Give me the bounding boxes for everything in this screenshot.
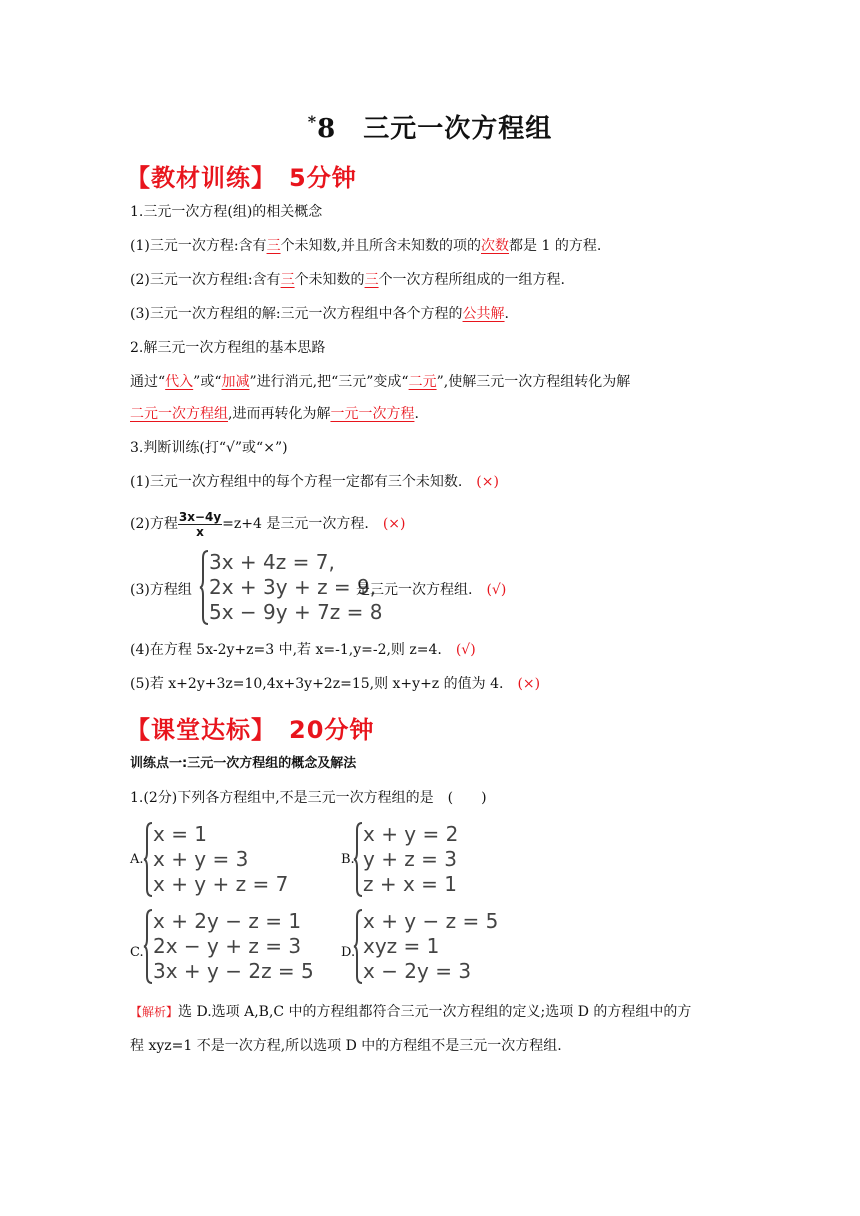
answer-blank: 公共解: [462, 306, 505, 322]
equation-system: [199, 550, 383, 628]
problem-1-stem: 1.(2分)下列各方程组中,不是三元一次方程组的是 ( ): [130, 790, 487, 806]
equation: 5x − 9y + 7z = 8: [209, 600, 383, 624]
option-c-system: [143, 909, 333, 987]
judgement-mark: (×): [517, 676, 541, 692]
left-brace-icon: [353, 909, 363, 984]
equation: xyz = 1: [363, 934, 440, 958]
q3-item-5: (5)若 x+2y+3z=10,4x+3y+2z=15,则 x+y+z 的值为 4. (×): [130, 676, 541, 692]
left-brace-icon: [199, 550, 209, 625]
answer-blank: 二元一次方程组: [130, 406, 228, 422]
q1-line-2: (2)三元一次方程组:含有三个未知数的三个一次方程所组成的一组方程.: [130, 272, 566, 288]
q3-item-3-suffix: 是三元一次方程组. (√): [356, 582, 507, 598]
q2-line-2: 二元一次方程组,进而再转化为解一元一次方程.: [130, 406, 419, 422]
answer-blank: 次数: [481, 238, 510, 254]
q2-heading: 2.解三元一次方程组的基本思路: [130, 340, 326, 356]
equation: x − 2y = 3: [363, 959, 472, 983]
option-a-system: [143, 822, 313, 900]
answer-blank: 代入: [165, 374, 194, 390]
answer-blank: 二元: [408, 374, 437, 390]
title-text: 8 三元一次方程组: [317, 114, 553, 144]
q3-item-1: (1)三元一次方程组中的每个方程一定都有三个未知数. (×): [130, 474, 499, 490]
equation: x = 1: [153, 822, 208, 846]
q1-heading: 1.三元一次方程(组)的相关概念: [130, 204, 323, 220]
equation: x + y − z = 5: [363, 909, 499, 933]
title-star: *: [307, 112, 318, 131]
judgement-mark: (×): [382, 516, 406, 532]
answer-blank: 三: [280, 272, 295, 288]
q1-line-3: (3)三元一次方程组的解:三元一次方程组中各个方程的公共解.: [130, 306, 509, 322]
analysis-line-2: 程 xyz=1 不是一次方程,所以选项 D 中的方程组不是三元一次方程组.: [130, 1038, 562, 1054]
judgement-mark: (√): [455, 642, 476, 658]
option-d-label: D.: [341, 945, 356, 960]
equation: 3x + y − 2z = 5: [153, 959, 314, 983]
option-c-label: C.: [130, 945, 144, 960]
answer-blank: 一元一次方程: [330, 406, 415, 422]
equation: x + y = 2: [363, 822, 459, 846]
equation: x + y + z = 7: [153, 872, 289, 896]
option-d-system: [353, 909, 543, 987]
section-heading-textbook: 【教材训练】 5分钟: [126, 164, 357, 192]
option-b-label: B.: [341, 852, 355, 867]
analysis-line-1: 【解析】选 D.选项 A,B,C 中的方程组都符合三元一次方程组的定义;选项 D 的方程组中的方: [130, 1004, 692, 1020]
equation: z + x = 1: [363, 872, 458, 896]
q3-item-3-prefix: (3)方程组: [130, 582, 192, 598]
q3-heading: 3.判断训练(打“√”或“×”): [130, 440, 288, 456]
left-brace-icon: [353, 822, 363, 897]
q3-item-2: (2)方程 $\frac{3x-4y}{x}$ =z+4 是三元一次方程. (×): [130, 509, 406, 539]
q3-item-4: (4)在方程 5x-2y+z=3 中,若 x=-1,y=-2,则 z=4. (√): [130, 642, 476, 658]
answer-blank: 加减: [221, 374, 250, 390]
equation: x + y = 3: [153, 847, 249, 871]
answer-blank: 三: [266, 238, 281, 254]
left-brace-icon: [143, 909, 153, 984]
analysis-tag: 【解析】: [130, 1005, 179, 1019]
section-heading-classroom: 【课堂达标】 20分钟: [126, 716, 375, 744]
equation: 2x + 3y + z = 9,: [209, 575, 377, 599]
fraction: $\frac{3x-4y}{x}$: [178, 509, 222, 539]
answer-blank: 三: [364, 272, 379, 288]
equation: x + 2y − z = 1: [153, 909, 302, 933]
equation: 3x + 4z = 7,: [209, 550, 335, 574]
q2-line-1: 通过“代入”或“加减”进行消元,把“三元”变成“二元”,使解三元一次方程组转化为解: [130, 374, 631, 390]
q1-line-1: (1)三元一次方程:含有三个未知数,并且所含未知数的项的次数都是 1 的方程.: [130, 238, 602, 254]
page-title: [0, 108, 860, 145]
option-b-system: [353, 822, 523, 900]
option-a-label: A.: [130, 852, 144, 867]
judgement-mark: (×): [476, 474, 499, 490]
equation: y + z = 3: [363, 847, 458, 871]
judgement-mark: (√): [486, 582, 507, 598]
equation: 2x − y + z = 3: [153, 934, 302, 958]
training-point-heading: 训练点一:三元一次方程组的概念及解法: [130, 756, 357, 771]
left-brace-icon: [143, 822, 153, 897]
